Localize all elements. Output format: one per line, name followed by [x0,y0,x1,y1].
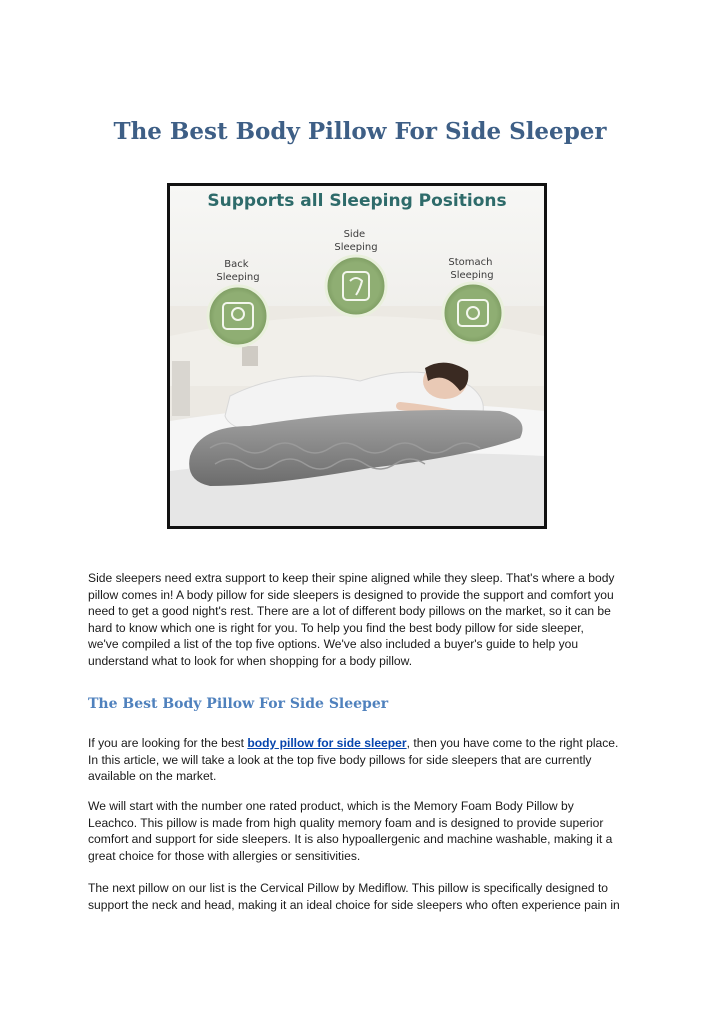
paragraph-1 [88,735,636,785]
text-line: great choice for those with allergies or sensitivities. [88,848,361,863]
text-line: comfort and support for side sleepers. It is also hypoallergenic and machine washable, making it a [88,832,613,846]
text-line: pillow comes in! A body pillow for side sleepers is designed to provide the support and comfort you [88,587,614,602]
section-heading: The Best Body Pillow For Side Sleeper [88,696,389,712]
text-line: hard to know which one is right for you. To help you find the best body pillow for side sleeper, [88,620,584,635]
hero-image [167,183,547,529]
back-sleeping-label: Back Sleeping [216,259,260,283]
paragraph-3 [88,880,636,913]
stomach-sleeping-label: Stomach Sleeping [448,257,494,281]
text-span: If you are looking for the best [88,736,248,750]
intro-paragraph [88,570,636,669]
hero-banner: Supports all Sleeping Positions [207,191,507,211]
text-line: available on the market. [88,769,217,783]
page-title: The Best Body Pillow For Side Sleeper [113,118,607,145]
side-sleeping-label: Side Sleeping [334,229,378,253]
text-line: support the neck and head, making it an ideal choice for side sleepers who often experience pain in [88,897,620,912]
text-line [88,735,636,752]
text-line: Leachco. This pillow is made from high quality memory foam and is designed to provide superior [88,815,604,830]
paragraph-2 [88,798,636,864]
text-line: need to get a good night's rest. There are a lot of different body pillows on the market, so it can be [88,604,611,618]
text-span: , then you have come to the right place. [406,736,619,750]
text-line: Side sleepers need extra support to keep their spine aligned while they sleep. That's where a body [88,571,615,585]
text-line: understand what to look for when shopping for a body pillow. [88,653,413,668]
text-line: We will start with the number one rated product, which is the Memory Foam Body Pillow by [88,799,574,813]
body-pillow-link[interactable]: body pillow for side sleeper [247,736,407,750]
text-line: we've compiled a list of the top five options. We've also included a buyer's guide to help you [88,637,579,651]
text-line: In this article, we will take a look at the top five body pillows for side sleepers that are currently [88,752,592,767]
text-line: The next pillow on our list is the Cervical Pillow by Mediflow. This pillow is specifically designed to [88,881,609,895]
